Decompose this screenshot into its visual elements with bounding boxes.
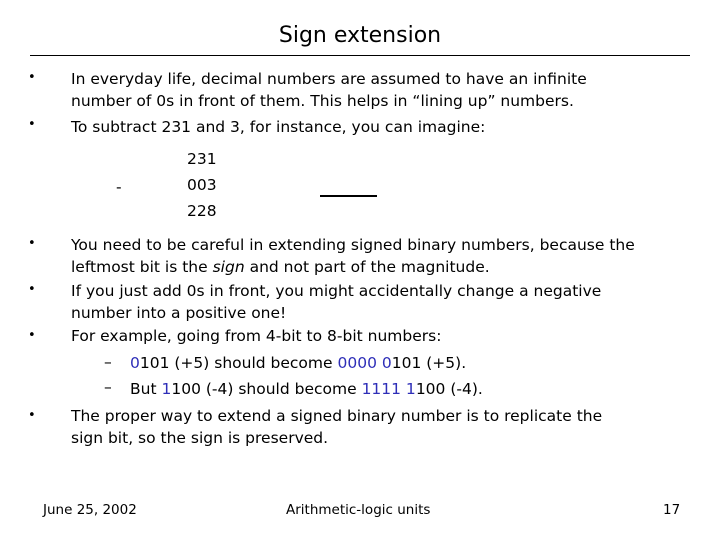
bullet-line: number of 0s in front of them. This helps in “lining up” numbers. (71, 91, 574, 110)
highlight-bits: 0000 0 (337, 354, 392, 372)
text-run: But (130, 380, 162, 398)
text-run: 100 (-4) should become (171, 380, 362, 398)
sub-bullet-text (130, 379, 483, 401)
bullet-line: If you just add 0s in front, you might accidentally change a negative (71, 282, 602, 300)
bullet-dot: • (28, 328, 36, 343)
bullet-dot: • (28, 408, 36, 423)
footer-page-number: 17 (663, 502, 681, 518)
bullet-line: To subtract 231 and 3, for instance, you can imagine: (71, 118, 486, 136)
bullet-line: You need to be careful in extending signed binary numbers, because the (71, 236, 635, 254)
bullet-text (71, 235, 635, 278)
bullet-dot: • (28, 282, 36, 297)
bullet-dot: • (28, 117, 36, 132)
bullet-line: number into a positive one! (71, 303, 287, 322)
bullet-line: For example, going from 4-bit to 8-bit numbers: (71, 327, 442, 345)
slide-title: Sign extension (278, 23, 442, 48)
text-run: 101 (+5). (391, 354, 467, 372)
text-run: 100 (-4). (415, 380, 483, 398)
text-run: leftmost bit is the (71, 257, 213, 276)
text-run: 101 (+5) should become (139, 354, 338, 372)
highlight-bit: 1 (161, 380, 172, 398)
highlight-bit: 0 (130, 354, 140, 372)
result-value: 228 (187, 202, 217, 220)
minuend-value: 231 (187, 150, 217, 168)
bullet-text (71, 281, 601, 324)
sub-bullet-dash: – (104, 353, 112, 371)
bullet-text (71, 406, 602, 449)
text-run: and not part of the magnitude. (244, 257, 490, 276)
bullet-text (71, 69, 587, 112)
sub-bullet-text (130, 353, 466, 375)
bullet-text (71, 326, 441, 348)
bullet-text (71, 117, 485, 139)
bullet-line (71, 257, 635, 279)
bullet-dot: • (28, 236, 36, 251)
footer-date: June 25, 2002 (43, 502, 137, 518)
bullet-line: In everyday life, decimal numbers are assumed to have an infinite (71, 70, 587, 88)
subtraction-operator: - (116, 178, 122, 196)
subtrahend-value: 003 (187, 176, 217, 194)
highlight-bits: 1111 1 (361, 380, 416, 398)
bullet-line: sign bit, so the sign is preserved. (71, 428, 329, 447)
sum-line (320, 195, 377, 197)
title-underline (30, 55, 690, 56)
sub-bullet-dash: – (104, 378, 112, 396)
footer-course: Arithmetic-logic units (286, 502, 431, 518)
bullet-dot: • (28, 70, 36, 85)
emphasis-sign: sign (212, 257, 245, 276)
bullet-line: The proper way to extend a signed binary number is to replicate the (71, 407, 603, 425)
